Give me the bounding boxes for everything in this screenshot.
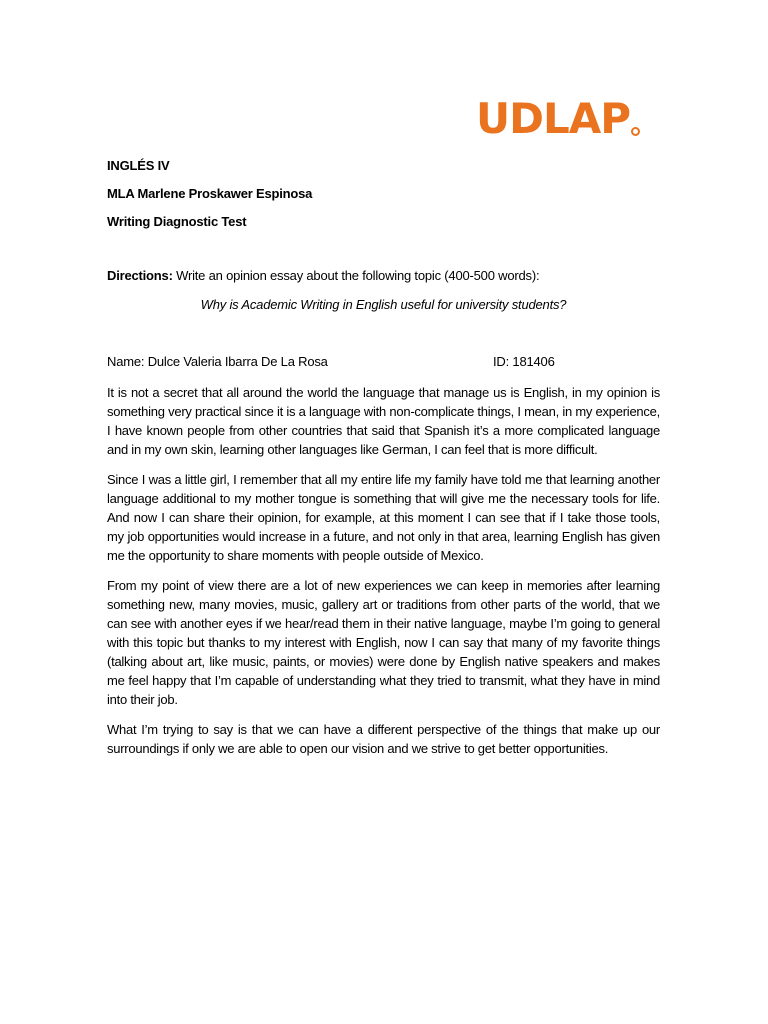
logo-text: UDLAP: [476, 94, 631, 143]
test-title: Writing Diagnostic Test: [107, 214, 247, 229]
directions: [107, 268, 539, 284]
course-title: INGLÉS IV: [107, 158, 170, 173]
essay-body: [107, 383, 660, 769]
teacher-name: MLA Marlene Proskawer Espinosa: [107, 186, 313, 201]
student-id: ID: 181406: [493, 354, 555, 369]
essay-paragraph: It is not a secret that all around the world the language that manage us is English, in my opinion is something very practical since it is a language with non-complicate things, I mean, in my experience, I have known people from other countries that said that Spanish it’s a more complicated language and in my own skin, learning other languages like German, I can feel that is more difficult.: [107, 385, 660, 457]
essay-paragraph: Since I was a little girl, I remember that all my entire life my family have told me that learning another language additional to my mother tongue is something that will give me the necessary tools for life. And now I can share their opinion, for example, at this moment I can see that if I take those tools, my job opportunities would increase in a future, and not only in that area, learning English has given me the opportunity to share moments with people outside of Mexico.: [107, 472, 660, 563]
essay-topic: Why is Academic Writing in English useful for university students?: [200, 297, 567, 312]
udlap-logo: [476, 96, 640, 142]
directions-label: Directions:: [107, 268, 173, 283]
registered-mark-icon: [631, 127, 640, 136]
essay-paragraph: What I’m trying to say is that we can have a different perspective of the things that make up our surroundings if only we are able to open our vision and we strive to get better opportunities.: [107, 722, 660, 756]
directions-text: Write an opinion essay about the following topic (400-500 words):: [172, 268, 540, 283]
student-name: Name: Dulce Valeria Ibarra De La Rosa: [107, 354, 328, 369]
essay-paragraph: From my point of view there are a lot of new experiences we can keep in memories after learning something new, many movies, music, gallery art or traditions from other parts of the world, that we can see with another eyes if we hear/read them in their native language, maybe I’m going to general with this topic but thanks to my interest with English, now I can say that many of my favorite things (talking about art, like music, paints, or movies) were done by English native speakers and makes me feel happy that I’m capable of understanding what they tried to transmit, what they have in mind into their job.: [107, 578, 660, 707]
